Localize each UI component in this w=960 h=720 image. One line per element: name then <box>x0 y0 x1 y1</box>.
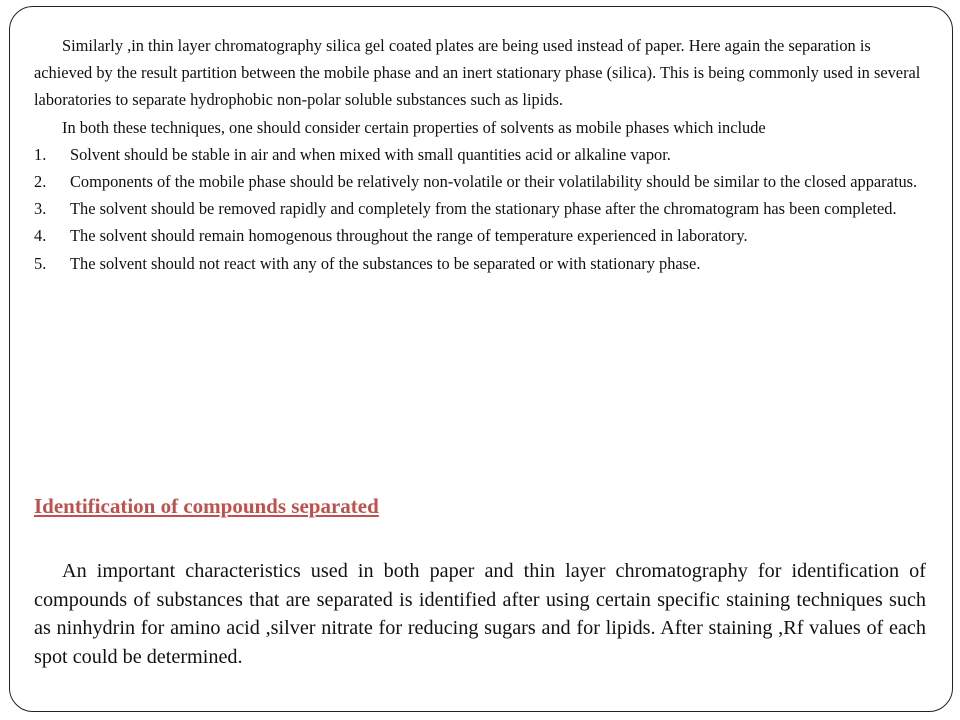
section-heading: Identification of compounds separated <box>34 494 379 518</box>
solvents-intro-paragraph: In both these techniques, one should consider certain properties of solvents as mobile phases which include <box>62 117 766 137</box>
list-item-text: The solvent should not react with any of the substances to be separated or with stationary phase. <box>70 253 701 273</box>
list-item-number: 5. <box>34 253 47 273</box>
list-item-number: 3. <box>34 199 47 219</box>
list-item-number: 4. <box>34 226 47 246</box>
list-item <box>34 222 926 249</box>
solvent-properties-list <box>34 141 926 277</box>
identification-paragraph: An important characteristics used in both paper and thin layer chromatography for identification of compounds of substances that are separated is identified after using certain specific staining techniques such as ninhydrin for amino acid ,silver nitrate for reducing sugars and for lipids. After staining ,Rf values of each spot could be determined. <box>34 560 926 668</box>
list-item <box>34 250 926 277</box>
list-item <box>34 141 926 168</box>
list-item-text: The solvent should remain homogenous throughout the range of temperature experienced in laboratory. <box>70 226 748 246</box>
list-item <box>34 168 926 195</box>
slide-content <box>34 32 926 277</box>
list-item-number: 2. <box>34 172 47 192</box>
list-item-text: Solvent should be stable in air and when mixed with small quantities acid or alkaline vapor. <box>70 144 671 164</box>
list-item-text: The solvent should be removed rapidly and completely from the stationary phase after the chromatogram has been completed. <box>70 199 897 219</box>
tlc-intro-paragraph: Similarly ,in thin layer chromatography silica gel coated plates are being used instead of paper. Here again the separation is achieved by the result partition between the mobile phase and an inert stationary phase (silica). This is being commonly used in several laboratories to separate hydrophobic non-polar soluble substances such as lipids. <box>34 36 921 110</box>
list-item-number: 1. <box>34 144 47 164</box>
list-item <box>34 195 926 222</box>
list-item-text: Components of the mobile phase should be relatively non-volatile or their volatilability should be similar to the closed apparatus. <box>70 172 918 192</box>
